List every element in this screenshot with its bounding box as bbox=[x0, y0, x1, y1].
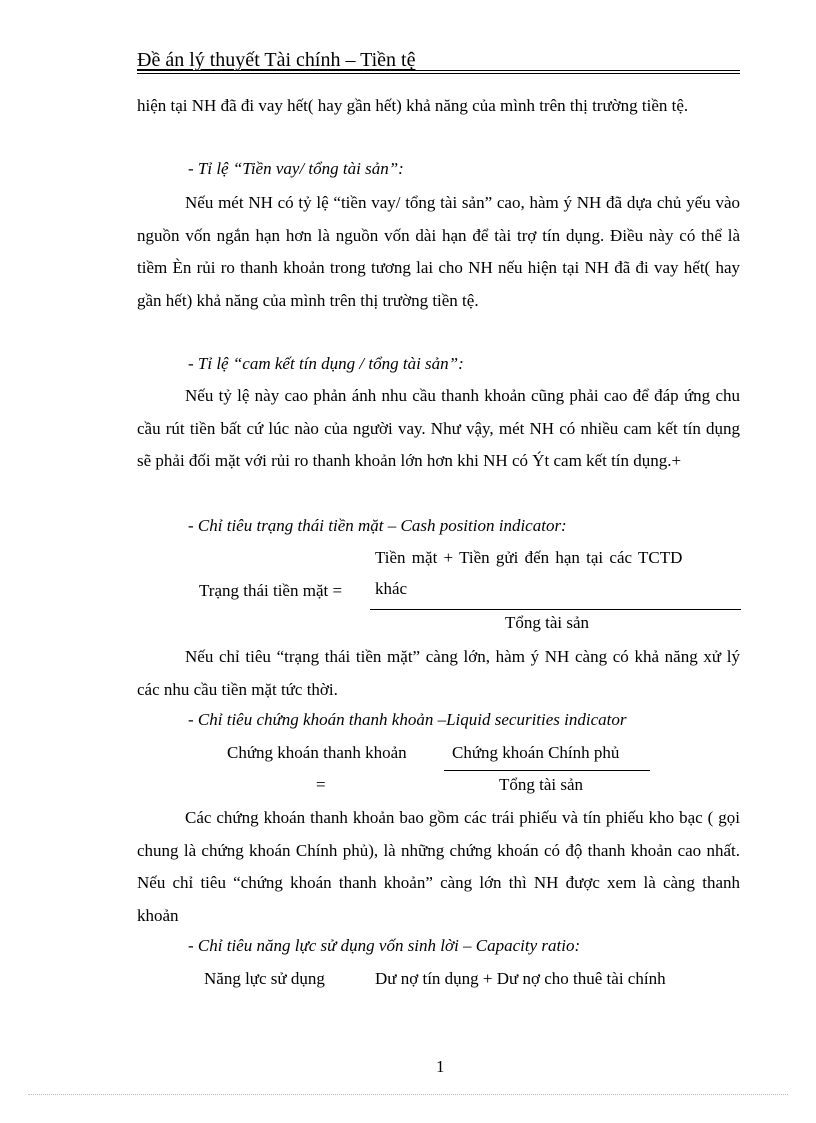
heading-liquid-securities: - Chỉ tiêu chứng khoán thanh khoản –Liquid securities indicator bbox=[188, 710, 627, 729]
liquid-formula-numerator: Chứng khoán Chính phủ bbox=[452, 743, 620, 762]
paragraph-liquid-securities: Các chứng khoán thanh khoản bao gồm các trái phiếu và tín phiếu kho bạc ( gọi chung là chứng khoán Chính phủ), là những chứng khoán có độ thanh khoản cao nhất. Nếu chỉ tiêu “chứng khoán thanh khoản” càng lớn thì NH được xem là càng thanh khoản bbox=[137, 808, 740, 925]
footer-divider bbox=[28, 1094, 788, 1095]
liquid-formula-fraction-bar bbox=[444, 770, 650, 771]
cash-formula-numerator-line1: Tiền mặt + Tiền gửi đến hạn tại các TCTD bbox=[375, 548, 683, 567]
heading-loan-to-assets: - Tỉ lệ “Tiền vay/ tổng tài sản”: bbox=[188, 159, 404, 178]
paragraph-loan-to-assets: Nếu mét NH có tỷ lệ “tiền vay/ tổng tài sản” cao, hàm ý NH đã dựa chủ yếu vào nguồn vốn ngắn hạn hơn là nguồn vốn dài hạn để tài trợ tín dụng. Điều này có thể là tiềm Èn rủi ro thanh khoản trong tương lai cho NH nếu hiện tại NH đã đi vay hết( hay gần hết) khả năng của mình trên thị trường tiền tệ. bbox=[137, 193, 740, 310]
header-rule-top bbox=[137, 70, 740, 71]
paragraph-cash-position: Nếu chỉ tiêu “trạng thái tiền mặt” càng lớn, hàm ý NH càng có khả năng xử lý các nhu cầu tiền mặt tức thời. bbox=[137, 647, 740, 699]
page-number: 1 bbox=[436, 1057, 445, 1076]
capacity-formula-label: Năng lực sử dụng bbox=[204, 969, 325, 988]
cash-formula-label: Trạng thái tiền mặt = bbox=[199, 581, 343, 600]
header-rule-bottom bbox=[137, 73, 740, 74]
cash-formula-denominator: Tổng tài sản bbox=[505, 613, 590, 632]
heading-cash-position: - Chỉ tiêu trạng thái tiền mặt – Cash position indicator: bbox=[188, 516, 567, 535]
cash-formula-fraction-bar bbox=[370, 609, 741, 610]
heading-capacity-ratio: - Chỉ tiêu năng lực sử dụng vốn sinh lời – Capacity ratio: bbox=[188, 936, 581, 955]
cash-formula-numerator-line2: khác bbox=[375, 579, 408, 598]
liquid-formula-label: Chứng khoán thanh khoản bbox=[227, 743, 407, 762]
liquid-formula-denominator: Tổng tài sản bbox=[499, 775, 584, 794]
liquid-formula-equals: = bbox=[316, 775, 326, 794]
paragraph-continuation: hiện tại NH đã đi vay hết( hay gần hết) khả năng của mình trên thị trường tiền tệ. bbox=[137, 96, 689, 115]
paragraph-commitment-to-assets: Nếu tỷ lệ này cao phản ánh nhu cầu thanh khoản cũng phải cao để đáp ứng chu cầu rút tiền bất cứ lúc nào của người vay. Như vậy, mét NH có nhiều cam kết tín dụng sẽ phải đối mặt với rủi ro thanh khoản lớn hơn khi NH có Ýt cam kết tín dụng.+ bbox=[137, 386, 740, 470]
capacity-formula-numerator: Dư nợ tín dụng + Dư nợ cho thuê tài chính bbox=[375, 969, 666, 988]
document-header-title: Đề án lý thuyết Tài chính – Tiền tệ bbox=[137, 49, 416, 71]
heading-commitment-to-assets: - Tỉ lệ “cam kết tín dụng / tổng tài sản”: bbox=[188, 354, 464, 373]
